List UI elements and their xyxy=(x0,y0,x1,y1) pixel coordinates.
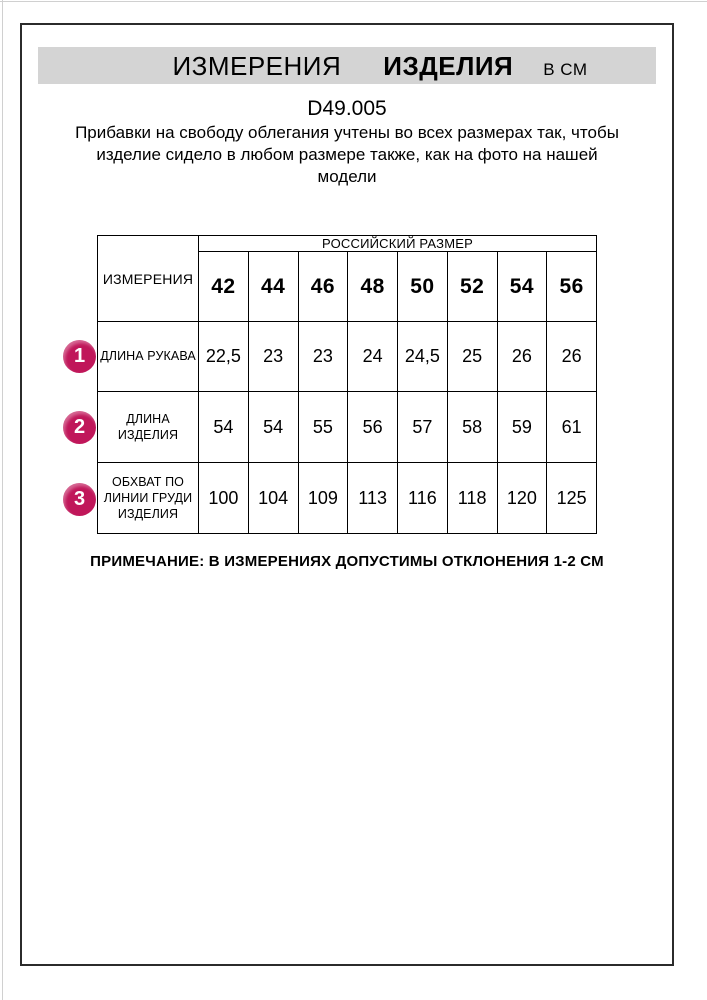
table-group-header-row xyxy=(98,236,597,252)
value-cell: 59 xyxy=(497,392,547,463)
row-label-line: ДЛИНА xyxy=(126,411,170,426)
row-label-line: ИЗДЕЛИЯ xyxy=(117,428,179,442)
fit-description-line: модели xyxy=(317,167,377,186)
size-header-cell: 54 xyxy=(497,252,547,322)
table-row-sleeve-length xyxy=(98,322,597,392)
title-word-measurements: ИЗМЕРЕНИЯ xyxy=(172,51,342,81)
row-label-line: ОБХВАТ ПО xyxy=(112,474,184,489)
value-cell: 57 xyxy=(398,392,448,463)
row-number-badge: 1 xyxy=(63,340,96,373)
measurements-table xyxy=(97,235,597,534)
title-unit: В СМ xyxy=(543,60,588,79)
value-cell: 58 xyxy=(447,392,497,463)
value-cell: 22,5 xyxy=(199,322,249,392)
size-header-cell: 46 xyxy=(298,252,348,322)
value-cell: 24 xyxy=(348,322,398,392)
value-cell: 125 xyxy=(547,463,597,534)
value-cell: 100 xyxy=(199,463,249,534)
value-cell: 116 xyxy=(398,463,448,534)
size-header-cell: 42 xyxy=(199,252,249,322)
page-edge-top-line xyxy=(0,1,707,2)
row-label-cell xyxy=(98,322,199,392)
tolerance-note: ПРИМЕЧАНИЕ: В ИЗМЕРЕНИЯХ ДОПУСТИМЫ ОТКЛОНЕНИЯ 1-2 СМ xyxy=(90,553,604,570)
value-cell: 55 xyxy=(298,392,348,463)
value-cell: 24,5 xyxy=(398,322,448,392)
row-label-cell xyxy=(98,392,199,463)
value-cell: 23 xyxy=(248,322,298,392)
row-label-cell xyxy=(98,463,199,534)
table-row-item-length xyxy=(98,392,597,463)
size-header-cell: 52 xyxy=(447,252,497,322)
page-title xyxy=(172,51,587,82)
value-cell: 23 xyxy=(298,322,348,392)
corner-header-cell: ИЗМЕРЕНИЯ xyxy=(98,236,199,322)
table-row-chest-girth xyxy=(98,463,597,534)
size-header-cell: 44 xyxy=(248,252,298,322)
product-code: D49.005 xyxy=(307,97,387,120)
value-cell: 109 xyxy=(298,463,348,534)
value-cell: 120 xyxy=(497,463,547,534)
value-cell: 61 xyxy=(547,392,597,463)
title-bar xyxy=(38,47,656,84)
value-cell: 118 xyxy=(447,463,497,534)
value-cell: 104 xyxy=(248,463,298,534)
size-header-cell: 56 xyxy=(547,252,597,322)
row-label-line: ЛИНИИ ГРУДИ xyxy=(103,490,193,505)
size-header-cell: 48 xyxy=(348,252,398,322)
row-number-badge: 2 xyxy=(63,411,96,444)
fit-description-line: Прибавки на свободу облегания учтены во всех размерах так, чтобы xyxy=(75,123,619,142)
value-cell: 113 xyxy=(348,463,398,534)
value-cell: 54 xyxy=(248,392,298,463)
fit-description xyxy=(0,122,694,188)
size-group-header-cell: РОССИЙСКИЙ РАЗМЕР xyxy=(199,236,597,252)
value-cell: 25 xyxy=(447,322,497,392)
value-cell: 26 xyxy=(547,322,597,392)
row-label-line: ДЛИНА РУКАВА xyxy=(100,349,196,364)
size-header-cell: 50 xyxy=(398,252,448,322)
row-number-badge: 3 xyxy=(63,483,96,516)
value-cell: 54 xyxy=(199,392,249,463)
title-word-product: ИЗДЕЛИЯ xyxy=(383,51,514,81)
row-label-line: ИЗДЕЛИЯ xyxy=(117,507,179,522)
fit-description-line: изделие сидело в любом размере также, как на фото на нашей xyxy=(96,145,598,164)
value-cell: 26 xyxy=(497,322,547,392)
value-cell: 56 xyxy=(348,392,398,463)
